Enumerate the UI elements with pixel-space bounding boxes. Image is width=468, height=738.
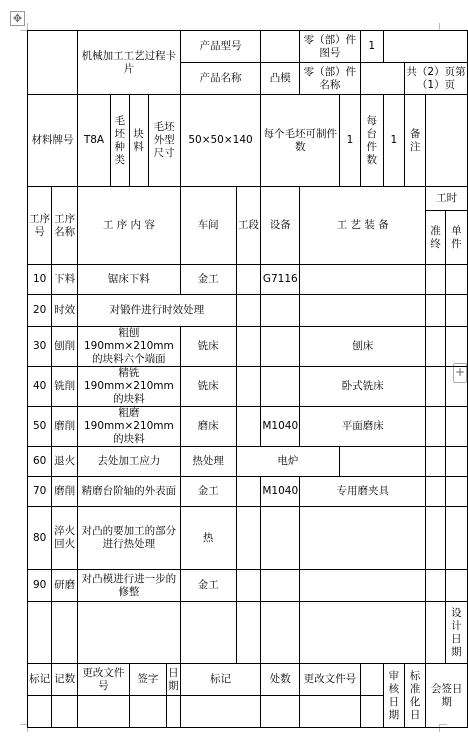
op-no[interactable]: 50	[28, 407, 52, 447]
part-drawing-no-value[interactable]: 1	[360, 31, 383, 63]
blank-cell	[261, 602, 300, 664]
blank-size-value[interactable]: 50×50×140	[180, 95, 261, 187]
footer-blank[interactable]	[52, 696, 78, 728]
footer-countersign-date: 会签日期	[426, 664, 468, 728]
op-equipment[interactable]: M1040	[261, 477, 300, 507]
op-prep-time[interactable]	[426, 327, 445, 367]
remarks-value[interactable]	[426, 95, 468, 187]
footer-change-doc-no2: 更改文件号	[300, 664, 361, 696]
op-content[interactable]: 粗刨 190mm×210mm 的块料六个端面	[78, 327, 181, 367]
op-name[interactable]: 磨削	[52, 407, 78, 447]
op-no[interactable]: 60	[28, 447, 52, 477]
op-tooling[interactable]	[300, 265, 426, 295]
operation-row	[28, 477, 468, 507]
product-name-value[interactable]: 凸模	[261, 63, 300, 95]
blank-cell	[180, 602, 236, 664]
op-tooling[interactable]: 刨床	[300, 327, 426, 367]
op-prep-time[interactable]	[426, 295, 445, 327]
product-model-label: 产品型号	[180, 31, 261, 63]
operation-row	[28, 407, 468, 447]
blank-cell	[236, 602, 261, 664]
op-content[interactable]: 去处加工应力	[78, 447, 181, 477]
footer-blank[interactable]	[28, 696, 52, 728]
op-workshop[interactable]: 铣床	[180, 327, 236, 367]
op-name[interactable]: 下料	[52, 265, 78, 295]
op-section[interactable]	[236, 295, 261, 327]
operation-row	[28, 570, 468, 602]
op-section[interactable]	[236, 507, 261, 570]
op-no[interactable]: 30	[28, 327, 52, 367]
footer-date: 日期	[167, 664, 181, 696]
footer-standard-date: 标准化日	[405, 664, 426, 728]
op-no[interactable]: 90	[28, 570, 52, 602]
op-content[interactable]: 对凸的要加工的部分进行热处理	[78, 507, 181, 570]
move-handle-icon[interactable]: ✥	[10, 11, 25, 26]
op-content[interactable]: 对锻件进行时效处理	[78, 295, 237, 327]
op-unit-time[interactable]	[445, 507, 467, 570]
op-no[interactable]: 40	[28, 367, 52, 407]
op-tooling[interactable]	[340, 447, 426, 477]
blank-cell	[383, 31, 467, 63]
footer-blank[interactable]	[261, 696, 300, 728]
card-title: 机械加工工艺过程卡片	[78, 31, 181, 95]
op-prep-time[interactable]	[426, 507, 445, 570]
product-name-label: 产品名称	[180, 63, 261, 95]
footer-blank[interactable]	[180, 696, 261, 728]
op-tooling[interactable]: 专用磨夹具	[300, 477, 426, 507]
footer-blank[interactable]	[78, 696, 130, 728]
col-seq-no: 工序号	[28, 187, 52, 265]
op-section[interactable]	[236, 265, 261, 295]
col-equipment: 设备	[261, 187, 300, 265]
material-grade-value[interactable]: T8A	[78, 95, 111, 187]
col-section: 工段	[236, 187, 261, 265]
op-section[interactable]	[236, 407, 261, 447]
op-equipment[interactable]	[261, 570, 300, 602]
op-equipment[interactable]: G7116	[261, 265, 300, 295]
op-name[interactable]: 时效	[52, 295, 78, 327]
op-tooling[interactable]: 卧式铣床	[300, 367, 426, 407]
op-equipment[interactable]	[261, 507, 300, 570]
units-per-machine-value[interactable]: 1	[383, 95, 404, 187]
op-equipment[interactable]	[261, 295, 300, 327]
op-workshop[interactable]: 铣床	[180, 367, 236, 407]
op-prep-time[interactable]	[426, 447, 445, 477]
page-info: 共（2）页第（1）页	[405, 63, 468, 95]
blank-cell	[426, 602, 445, 664]
blank-cell	[78, 602, 181, 664]
op-name[interactable]: 退火	[52, 447, 78, 477]
part-name-label: 零（部）件名称	[300, 63, 361, 95]
blank-type-value[interactable]: 块料	[129, 95, 148, 187]
footer-count2: 处数	[261, 664, 300, 696]
op-prep-time[interactable]	[426, 367, 445, 407]
op-prep-time[interactable]	[426, 477, 445, 507]
op-equipment[interactable]: 电炉	[236, 447, 340, 477]
col-unit-time: 单件	[445, 211, 467, 265]
material-grade-label: 材料牌号	[28, 95, 78, 187]
col-op-name: 工序名称	[52, 187, 78, 265]
op-equipment[interactable]	[261, 367, 300, 407]
op-unit-time[interactable]	[445, 367, 467, 407]
op-workshop[interactable]: 金工	[180, 570, 236, 602]
op-unit-time[interactable]	[445, 570, 467, 602]
op-content[interactable]: 粗磨 190mm×210mm 的块料	[78, 407, 181, 447]
op-no[interactable]: 80	[28, 507, 52, 570]
blank-size-label: 毛坯外型尺寸	[148, 95, 180, 187]
op-equipment[interactable]	[261, 327, 300, 367]
op-workshop[interactable]: 热处理	[180, 447, 236, 477]
part-name-value[interactable]	[360, 63, 404, 95]
operation-row	[28, 265, 468, 295]
op-unit-time[interactable]	[445, 407, 467, 447]
op-workshop[interactable]: 热	[180, 507, 236, 570]
op-no[interactable]: 70	[28, 477, 52, 507]
op-workshop[interactable]: 金工	[180, 265, 236, 295]
op-prep-time[interactable]	[426, 265, 445, 295]
op-workshop[interactable]: 磨床	[180, 407, 236, 447]
op-name[interactable]: 研磨	[52, 570, 78, 602]
op-unit-time[interactable]	[445, 447, 467, 477]
blank-cell	[52, 602, 78, 664]
op-name[interactable]: 磨削	[52, 477, 78, 507]
col-tooling: 工 艺 装 备	[300, 187, 426, 265]
operation-row	[28, 327, 468, 367]
col-workshop: 车间	[180, 187, 236, 265]
col-op-content: 工 序 内 容	[78, 187, 181, 265]
op-tooling[interactable]	[300, 507, 426, 570]
op-workshop[interactable]: 金工	[180, 477, 236, 507]
operation-row	[28, 447, 468, 477]
op-name[interactable]: 淬火回火	[52, 507, 78, 570]
op-content[interactable]: 精磨台阶轴的外表面	[78, 477, 181, 507]
footer-blank[interactable]	[167, 696, 181, 728]
col-prep-time: 准终	[426, 211, 445, 265]
op-tooling[interactable]: 平面磨床	[300, 407, 426, 447]
design-date-label: 设计日期	[445, 602, 467, 664]
blank-cell	[300, 602, 426, 664]
blank-cell	[28, 602, 52, 664]
op-tooling[interactable]	[300, 570, 426, 602]
op-equipment[interactable]: M1040	[261, 407, 300, 447]
footer-change-doc-no: 更改文件号	[78, 664, 130, 696]
op-section[interactable]	[236, 477, 261, 507]
op-section[interactable]	[236, 367, 261, 407]
footer-mark: 标记	[28, 664, 52, 696]
op-tooling[interactable]	[300, 295, 426, 327]
add-column-icon[interactable]: +	[453, 363, 467, 383]
op-unit-time[interactable]	[445, 477, 467, 507]
col-man-hours: 工时	[426, 187, 468, 211]
pieces-per-blank-label: 每个毛坯可制件数	[261, 95, 340, 187]
operation-row	[28, 507, 468, 570]
op-no[interactable]: 20	[28, 295, 52, 327]
operation-row	[28, 367, 468, 407]
footer-signature: 签字	[129, 664, 166, 696]
footer-blank[interactable]	[360, 696, 383, 728]
product-model-value[interactable]	[261, 31, 300, 63]
footer-blank[interactable]	[300, 696, 361, 728]
process-card-table	[27, 30, 468, 728]
op-unit-time[interactable]	[445, 295, 467, 327]
op-section[interactable]	[236, 570, 261, 602]
blank-cell	[360, 664, 383, 696]
blank-type-label: 毛坯种类	[110, 95, 129, 187]
footer-mark2: 标记	[180, 664, 261, 696]
footer-review-date: 审核日期	[383, 664, 404, 728]
op-section[interactable]	[236, 327, 261, 367]
op-unit-time[interactable]	[445, 327, 467, 367]
op-content[interactable]: 精铣 190mm×210mm 的块料	[78, 367, 181, 407]
op-content[interactable]: 对凸模进行进一步的修整	[78, 570, 181, 602]
units-per-machine-label: 每台件数	[360, 95, 383, 187]
op-unit-time[interactable]	[445, 265, 467, 295]
pieces-per-blank-value[interactable]: 1	[340, 95, 360, 187]
footer-count: 记数	[52, 664, 78, 696]
remarks-label: 备注	[405, 95, 426, 187]
footer-blank[interactable]	[129, 696, 166, 728]
part-drawing-no-label: 零（部）件图号	[300, 31, 361, 63]
op-prep-time[interactable]	[426, 407, 445, 447]
operation-row	[28, 295, 468, 327]
op-prep-time[interactable]	[426, 570, 445, 602]
op-content[interactable]: 锯床下料	[78, 265, 181, 295]
op-no[interactable]: 10	[28, 265, 52, 295]
op-name[interactable]: 刨削	[52, 327, 78, 367]
blank-cell	[28, 31, 78, 95]
op-name[interactable]: 铣削	[52, 367, 78, 407]
